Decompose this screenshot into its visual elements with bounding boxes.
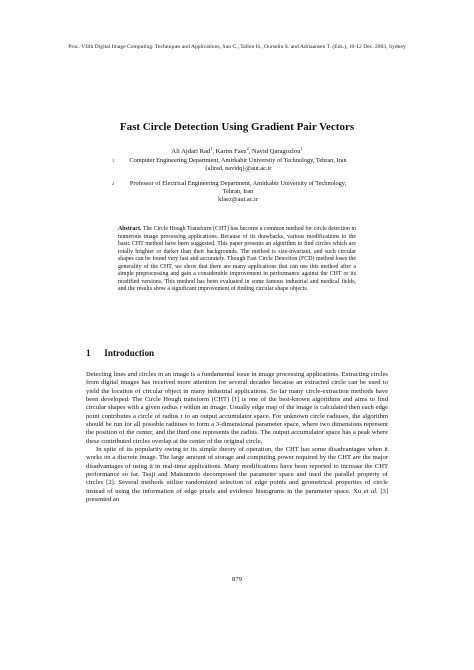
body-paragraph-2-text: In spite of its popularity owing to its simple theory of operation, the CHT has some disadvantages when it works on a discrete image. The large amount of storage and computing power required by the CHT are the major disadvantages of using it in real-time applications. Many modifications have been reported to increase the CHT performance so far. Tsuji and Matsumoto decomposed the parameter space and used the parallel property of circles [2]. Several methods utilize randomized selection of edge points and geometrical properties of circle instead of using the information of edge pixels and evidence histograms in the parameter space. Xu	[86, 446, 388, 495]
author-1-sup: 1	[210, 146, 213, 151]
author-3-sup: 1	[300, 146, 303, 151]
proceedings-header: Proc. VIIth Digital Image Computing: Techniques and Applications, Sun C., Talbot H., Ourselin S. and Adriaansen T. (Eds.), 10-12 Dec. 2003, Sydney	[68, 44, 406, 50]
affiliation-1-sup: 1	[112, 158, 115, 163]
abstract-label: Abstract.	[118, 226, 142, 232]
section-title: Introduction	[104, 348, 155, 358]
abstract-text: The Circle Hough Transform (CHT) has become a common method for circle detection in numerous image processing applications. Because of its drawbacks, various modifications to the basic CHT method have been suggested. This paper presents an algorithm to find circles which are totally brighter or darker than their backgrounds. The method is size-invariant, and such circular shapes can be found very fast and accurately. Though Fast Circle Detection (FCD) method loses the generality of the CHT, we show that there are many applications that can use this method after a simple preprocessing and gain a considerable improvement in performance against the CHT or its modified versions. This method has been evaluated in some famous industrial and medical fields, and the results show a significant improvement of finding circular shape objects.	[118, 226, 357, 292]
author-list: Ali Ajdari Rad$^1$, Karim Faez$^2$, Navid Qaragozlou$^1$	[171, 146, 303, 155]
section-heading	[86, 348, 386, 358]
body-paragraph-1: Detecting lines and circles in an image is a fundamental issue in image processing applications. Extracting circles from digital images has received more attention for several decades because an extracted circle can be used to yield the location of circular object in many industrial applications. So far many circle-extraction methods have been developed. The Circle Hough transform (CHT) [1] is one of the best-known algorithms and aims to find circular shapes with a given radius r within an image. Usually edge map of the image is calculated then each edge point contributes a circle of radius r to an output accumulator space. For unknown circle radiuses, the algorithm should be run for all possible radiuses to form a 3-dimensional parameter space, where two dimensions represent the position of the center, and the third one represents the radius. The output accumulator space has a peak where these contributed circles overlap at the center of the original circle.	[86, 371, 388, 445]
affiliation-2-dept: Professor of Electrical Engineering Department, Amirkabir University of Technology,	[129, 180, 347, 187]
author-2: Karim Faez	[215, 148, 247, 155]
body-text	[86, 371, 388, 505]
affiliation-2	[112, 180, 358, 203]
body-paragraph-2	[86, 446, 388, 504]
affiliation-1	[112, 157, 358, 173]
affiliation-2-sup: 2	[112, 181, 115, 186]
author-3: Navid Qaragozlou	[251, 148, 301, 155]
affiliation-2-city: Tehran, Iran	[222, 187, 254, 195]
page-number: 879	[232, 576, 242, 583]
et-al: et al.	[363, 487, 378, 495]
body-paragraph-2-end: [3] presented an	[86, 487, 389, 504]
author-2-sup: 2	[246, 146, 249, 151]
paper-title: Fast Circle Detection Using Gradient Pair Vectors	[119, 121, 355, 133]
abstract	[118, 226, 356, 294]
affiliation-2-email: kfaez@aut.ac.ir	[218, 195, 258, 203]
author-1: Ali Ajdari Rad	[171, 148, 211, 155]
affiliation-1-dept: Computer Engineering Department, Amirkabir University of Technology, Tehran, Iran	[129, 157, 347, 164]
section-number: 1	[86, 348, 91, 358]
affiliation-1-email: {alirad, navidq}@aut.ac.ir	[204, 164, 272, 172]
